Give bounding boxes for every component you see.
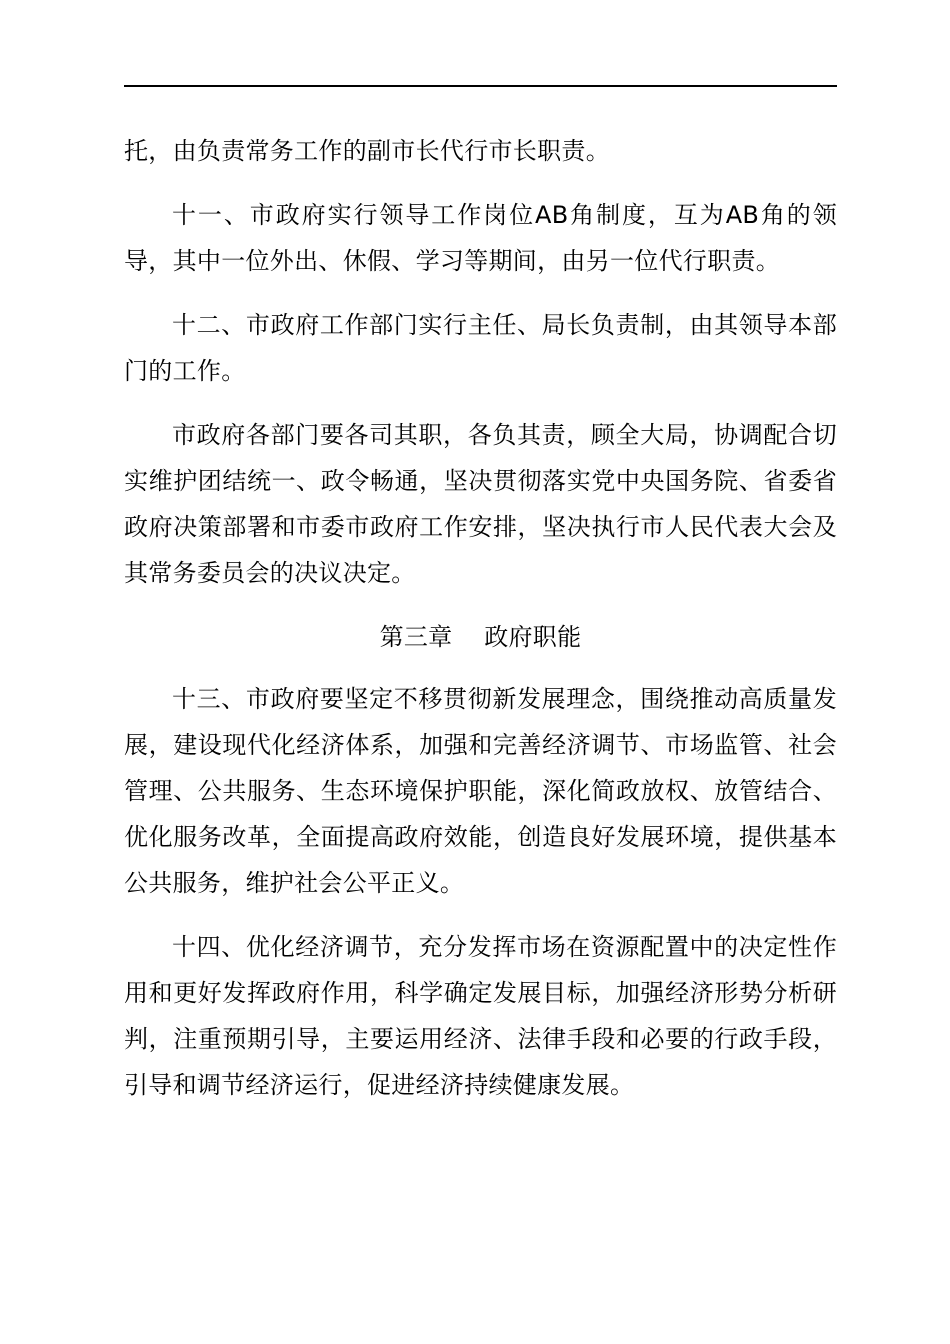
chapter-heading: 第三章 政府职能	[379, 623, 582, 651]
paragraph-article-13: 十三、市政府要坚定不移贯彻新发展理念，围绕推动高质量发展，建设现代化经济体系，加强和完善经济调节、市场监管、社会管理、公共服务、生态环境保护职能，深化简政放权、放管结合、优化服务改革，全面提高政府效能，创造良好发展环境，提供基本公共服务，维护社会公平正义。	[124, 685, 837, 897]
document-body	[124, 128, 837, 1126]
paragraph-continuation: 托，由负责常务工作的副市长代行市长职责。	[124, 137, 610, 165]
paragraph-departments: 市政府各部门要各司其职，各负其责，顾全大局，协调配合切实维护团结统一、政令畅通，坚决贯彻落实党中央国务院、省委省政府决策部署和市委市政府工作安排，坚决执行市人民代表大会及其常务委员会的决议决定。	[124, 421, 837, 587]
paragraph-article-14: 十四、优化经济调节，充分发挥市场在资源配置中的决定性作用和更好发挥政府作用，科学确定发展目标，加强经济形势分析研判，注重预期引导，主要运用经济、法律手段和必要的行政手段，引导和调节经济运行，促进经济持续健康发展。	[124, 933, 837, 1099]
paragraph-article-12: 十二、市政府工作部门实行主任、局长负责制，由其领导本部门的工作。	[124, 311, 837, 385]
header-rule	[124, 85, 837, 87]
paragraph-article-11: 十一、市政府实行领导工作岗位AB角制度，互为AB角的领导，其中一位外出、休假、学习等期间，由另一位代行职责。	[124, 201, 837, 275]
